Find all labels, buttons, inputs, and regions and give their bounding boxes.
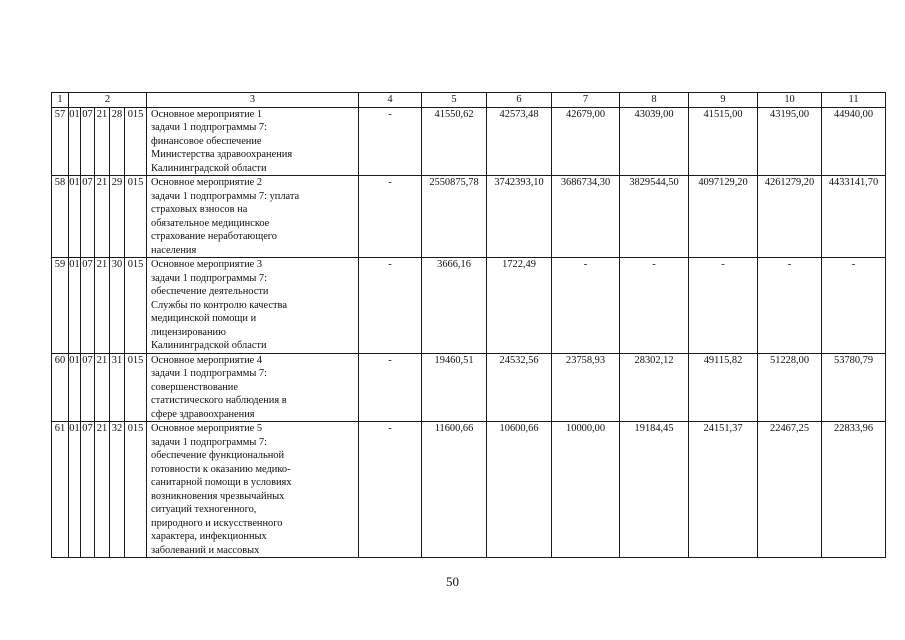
- row-name-line: совершенствование: [151, 381, 238, 393]
- row-name-line: Основное мероприятие 3: [151, 259, 263, 270]
- row-code: 21: [95, 422, 110, 558]
- header-col-7: 7: [552, 93, 620, 108]
- row-number: 57: [52, 107, 69, 176]
- row-value: -: [620, 258, 689, 354]
- row-value: 41515,00: [689, 107, 758, 176]
- header-col-10: 10: [758, 93, 822, 108]
- header-col-4: 4: [359, 93, 422, 108]
- row-value: 10600,66: [487, 422, 552, 558]
- row-name-line: заболеваний и массовых: [151, 544, 260, 556]
- table-row: [52, 353, 886, 422]
- header-col-1: 1: [52, 93, 69, 108]
- row-number: 61: [52, 422, 69, 558]
- row-name-line: задачи 1 подпрограммы 7:: [151, 368, 267, 379]
- row-name-line: медицинской помощи и: [151, 313, 257, 324]
- row-name-line: задачи 1 подпрограммы 7:: [151, 436, 267, 448]
- row-col4: -: [359, 353, 422, 422]
- row-code: 07: [81, 107, 95, 176]
- header-col-6: 6: [487, 93, 552, 108]
- row-name-line: Основное мероприятие 5: [151, 423, 263, 434]
- row-code: 015: [125, 258, 147, 354]
- row-value: 41550,62: [422, 107, 487, 176]
- row-code: 32: [110, 422, 125, 558]
- row-value: 3829544,50: [620, 176, 689, 258]
- row-name-line: сфере здравоохранения: [151, 408, 255, 420]
- row-name-line: статистического наблюдения в: [151, 395, 287, 406]
- row-name-line: Министерства здравоохранения: [151, 149, 293, 160]
- row-name-line: финансовое обеспечение: [151, 135, 262, 147]
- header-col-8: 8: [620, 93, 689, 108]
- row-name: [147, 107, 359, 176]
- row-value: 10000,00: [552, 422, 620, 558]
- row-value: 4097129,20: [689, 176, 758, 258]
- page-number: 50: [446, 574, 459, 589]
- table-row: [52, 107, 886, 176]
- row-name-line: задачи 1 подпрограммы 7: уплата: [151, 190, 300, 202]
- row-code: 01: [69, 176, 81, 258]
- row-code: 21: [95, 258, 110, 354]
- row-value: 1722,49: [487, 258, 552, 354]
- row-name-line: Основное мероприятие 4: [151, 354, 263, 366]
- row-name-line: лицензированию: [151, 326, 226, 338]
- row-name-line: Калининградской области: [151, 340, 267, 351]
- row-name-line: ситуаций техногенного,: [151, 504, 257, 515]
- row-code: 07: [81, 422, 95, 558]
- row-value: 19460,51: [422, 353, 487, 422]
- row-code: 29: [110, 176, 125, 258]
- row-name-line: Калининградской области: [151, 162, 267, 174]
- row-name: [147, 353, 359, 422]
- row-name-line: задачи 1 подпрограммы 7:: [151, 122, 267, 133]
- row-code: 015: [125, 422, 147, 558]
- row-value: 24151,37: [689, 422, 758, 558]
- row-code: 30: [110, 258, 125, 354]
- row-name-line: природного и искусственного: [151, 517, 283, 529]
- row-name-line: страховых взносов на: [151, 204, 248, 215]
- row-number: 58: [52, 176, 69, 258]
- header-col-3: 3: [147, 93, 359, 108]
- row-value: 49115,82: [689, 353, 758, 422]
- row-value: 3742393,10: [487, 176, 552, 258]
- table-row: [52, 176, 886, 258]
- row-name-line: Основное мероприятие 2: [151, 177, 263, 188]
- row-value: 4261279,20: [758, 176, 822, 258]
- row-value: 43195,00: [758, 107, 822, 176]
- row-value: 53780,79: [822, 353, 886, 422]
- row-code: 07: [81, 258, 95, 354]
- budget-table: [51, 92, 886, 558]
- table-header-row: [52, 93, 886, 108]
- row-code: 07: [81, 176, 95, 258]
- row-col4: -: [359, 258, 422, 354]
- row-col4: -: [359, 107, 422, 176]
- row-name-line: страхование неработающего: [151, 231, 278, 242]
- row-code: 015: [125, 353, 147, 422]
- header-col-5: 5: [422, 93, 487, 108]
- row-code: 31: [110, 353, 125, 422]
- row-name-line: обязательное медицинское: [151, 217, 270, 229]
- header-col-9: 9: [689, 93, 758, 108]
- row-code: 21: [95, 107, 110, 176]
- row-name-line: возникновения чрезвычайных: [151, 490, 285, 502]
- row-number: 60: [52, 353, 69, 422]
- row-value: 42573,48: [487, 107, 552, 176]
- row-name-line: Службы по контролю качества: [151, 299, 287, 311]
- row-value: 11600,66: [422, 422, 487, 558]
- row-value: 28302,12: [620, 353, 689, 422]
- row-name: [147, 176, 359, 258]
- row-col4: -: [359, 422, 422, 558]
- row-code: 21: [95, 353, 110, 422]
- row-value: 42679,00: [552, 107, 620, 176]
- row-name-line: характера, инфекционных: [151, 531, 267, 542]
- row-value: 2550875,78: [422, 176, 487, 258]
- row-name-line: задачи 1 подпрограммы 7:: [151, 272, 267, 284]
- table-row: [52, 258, 886, 354]
- row-value: 19184,45: [620, 422, 689, 558]
- row-value: 43039,00: [620, 107, 689, 176]
- row-value: 23758,93: [552, 353, 620, 422]
- row-value: 22467,25: [758, 422, 822, 558]
- row-value: 3686734,30: [552, 176, 620, 258]
- row-value: -: [689, 258, 758, 354]
- row-name-line: Основное мероприятие 1: [151, 108, 263, 120]
- row-value: -: [758, 258, 822, 354]
- row-value: 4433141,70: [822, 176, 886, 258]
- row-code: 07: [81, 353, 95, 422]
- row-name-line: готовности к оказанию медико-: [151, 463, 291, 475]
- row-code: 015: [125, 176, 147, 258]
- row-code: 21: [95, 176, 110, 258]
- row-name: [147, 258, 359, 354]
- row-value: 22833,96: [822, 422, 886, 558]
- row-code: 01: [69, 422, 81, 558]
- row-name-line: населения: [151, 244, 197, 256]
- row-code: 01: [69, 353, 81, 422]
- header-col-11: 11: [822, 93, 886, 108]
- row-code: 01: [69, 258, 81, 354]
- row-value: 51228,00: [758, 353, 822, 422]
- row-name-line: обеспечение деятельности: [151, 286, 269, 297]
- row-name-line: санитарной помощи в условиях: [151, 477, 292, 488]
- row-code: 01: [69, 107, 81, 176]
- row-value: 3666,16: [422, 258, 487, 354]
- row-name-line: обеспечение функциональной: [151, 450, 285, 461]
- row-number: 59: [52, 258, 69, 354]
- row-code: 015: [125, 107, 147, 176]
- row-col4: -: [359, 176, 422, 258]
- header-col-2: 2: [69, 93, 147, 108]
- row-name: [147, 422, 359, 558]
- row-value: 24532,56: [487, 353, 552, 422]
- row-value: 44940,00: [822, 107, 886, 176]
- row-value: -: [552, 258, 620, 354]
- row-code: 28: [110, 107, 125, 176]
- row-value: -: [822, 258, 886, 354]
- table-row: [52, 422, 886, 558]
